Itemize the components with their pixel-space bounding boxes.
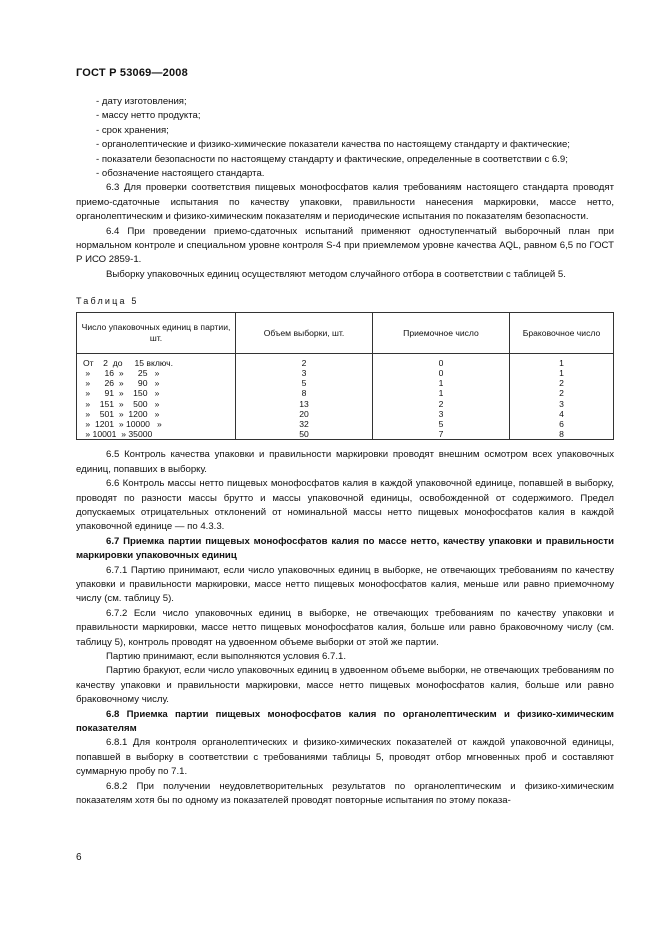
- heading-6-8: 6.8 Приемка партии пищевых монофосфатов калия по органолептическим и физико-химическим показателям: [76, 708, 614, 735]
- lot-size-cell: » 501 » 1200 »: [77, 409, 236, 419]
- table-row: [77, 419, 614, 429]
- acceptance-number-cell: 1: [373, 388, 510, 398]
- table-row: [77, 388, 614, 398]
- acceptance-number-cell: 1: [373, 378, 510, 388]
- document-header: ГОСТ Р 53069—2008: [76, 67, 188, 79]
- acceptance-number-cell: 2: [373, 399, 510, 409]
- acceptance-number-cell: 7: [373, 429, 510, 440]
- header-acceptance-number: Приемочное число: [373, 312, 510, 353]
- paragraph-6-7-2-reject: Партию бракуют, если число упаковочных единиц в удвоенном объеме выборки, не отвечающих требованиям по качеству упаковки и правильности маркировки, массе нетто пищевых монофосфатов калия, больше или равно браковочному числу.: [76, 665, 614, 706]
- acceptance-number-cell: 3: [373, 409, 510, 419]
- table-row: [77, 378, 614, 388]
- paragraph-6-4: 6.4 При проведении приемо-сдаточных испытаний применяют одноступенчатый выборочный план при нормальном контроле и специальном уровне контроля S-4 при приемлемом уровне качества AQL, равном 6,5 по ГОСТ Р ИСО 2859-1.: [76, 225, 614, 266]
- table-row: [77, 429, 614, 440]
- table-row: [77, 368, 614, 378]
- sample-size-cell: 8: [236, 388, 373, 398]
- table-caption: Таблица 5: [76, 296, 139, 307]
- paragraph-6-8-1: 6.8.1 Для контроля органолептических и физико-химических показателей от каждой упаковочной единицы, попавшей в выборку в соответствии с требованиями таблицы 5, проводят отбор мгновенных проб и составляют суммарную пробу по 7.1.: [76, 737, 614, 778]
- lot-size-cell: » 151 » 500 »: [77, 399, 236, 409]
- acceptance-number-cell: 5: [373, 419, 510, 429]
- header-sample-size: Объем выборки, шт.: [236, 312, 373, 353]
- acceptance-number-cell: 0: [373, 368, 510, 378]
- lot-size-cell: » 16 » 25 »: [77, 368, 236, 378]
- table-row: [77, 353, 614, 368]
- sample-size-cell: 3: [236, 368, 373, 378]
- paragraph-6-4-selection: Выборку упаковочных единиц осуществляют методом случайного отбора в соответствии с таблицей 5.: [106, 268, 566, 280]
- heading-6-7: 6.7 Приемка партии пищевых монофосфатов калия по массе нетто, качеству упаковки и правильности маркировки упаковочных единиц: [76, 535, 614, 562]
- list-item: - показатели безопасности по настоящему стандарту и фактические, определенные в соответствии с 6.9;: [96, 153, 568, 165]
- paragraph-6-3: 6.3 Для проверки соответствия пищевых монофосфатов калия требованиям настоящего стандарта проводят приемо-сдаточные испытания по качеству упаковки, правильности нанесения маркировки, массе нетто, органолептическим и физико-химическим показателям и периодические испытания по показателям безопасности.: [76, 182, 614, 223]
- rejection-number-cell: 1: [510, 353, 614, 368]
- rejection-number-cell: 2: [510, 378, 614, 388]
- table-row: [77, 399, 614, 409]
- page-body: [76, 95, 614, 808]
- paragraph-6-7-2: 6.7.2 Если число упаковочных единиц в выборке, не отвечающих требованиям по качеству упаковки и правильности маркировки, массе нетто пищевых монофосфатов калия, больше или равно браковочному числу (см. таблицу 5), контроль проводят на удвоенном объеме выборки от этой же партии.: [76, 607, 614, 648]
- rejection-number-cell: 2: [510, 388, 614, 398]
- paragraph-6-8-2: 6.8.2 При получении неудовлетворительных результатов по органолептическим и физико-химическим показателям хотя бы по одному из показателей проводят повторные испытания по этому показа-: [76, 780, 614, 807]
- header-lot-size: Число упаковочных единиц в партии, шт.: [77, 312, 236, 353]
- rejection-number-cell: 1: [510, 368, 614, 378]
- lot-size-cell: » 1201 » 10000 »: [77, 419, 236, 429]
- sample-size-cell: 32: [236, 419, 373, 429]
- paragraph-6-5: 6.5 Контроль качества упаковки и правильности маркировки проводят внешним осмотром всех упаковочных единиц, попавших в выборку.: [76, 449, 614, 475]
- paragraph-6-7-1: 6.7.1 Партию принимают, если число упаковочных единиц в выборке, не отвечающих требованиям по качеству упаковки и правильности маркировки, массе нетто пищевых монофосфатов калия, меньше или равно приемочному числу (см. таблицу 5).: [76, 564, 614, 605]
- table-row: [77, 409, 614, 419]
- sample-size-cell: 13: [236, 399, 373, 409]
- lot-size-cell: От 2 до 15 включ.: [77, 353, 236, 368]
- sample-size-cell: 5: [236, 378, 373, 388]
- paragraph-6-6: 6.6 Контроль массы нетто пищевых монофосфатов калия в каждой упаковочной единице, попавшей в выборку, проводят по разности массы брутто и массы упаковочной единицы, освобожденной от содержимого. Предел допускаемых отрицательных отклонений от номинальной массы нетто пищевых монофосфатов калия в каждой упаковочной единице — по 4.3.3.: [76, 478, 614, 533]
- lot-size-cell: » 26 » 90 »: [77, 378, 236, 388]
- sampling-table: [76, 312, 614, 441]
- lot-size-cell: » 10001 » 35000: [77, 429, 236, 440]
- paragraph-6-7-2-accept: Партию принимают, если выполняются условия 6.7.1.: [106, 651, 347, 662]
- table-header-row: [77, 312, 614, 353]
- list-item: - массу нетто продукта;: [96, 110, 201, 122]
- sample-size-cell: 50: [236, 429, 373, 440]
- table-body: [77, 353, 614, 440]
- rejection-number-cell: 4: [510, 409, 614, 419]
- list-item: - органолептические и физико-химические показатели качества по настоящему стандарту и фактические;: [96, 139, 570, 151]
- page-number: 6: [76, 852, 82, 863]
- rejection-number-cell: 8: [510, 429, 614, 440]
- lot-size-cell: » 91 » 150 »: [77, 388, 236, 398]
- list-item: - срок хранения;: [96, 124, 169, 136]
- acceptance-number-cell: 0: [373, 353, 510, 368]
- rejection-number-cell: 3: [510, 399, 614, 409]
- list-item: - дату изготовления;: [96, 96, 187, 107]
- list-item: - обозначение настоящего стандарта.: [96, 168, 265, 180]
- sample-size-cell: 20: [236, 409, 373, 419]
- rejection-number-cell: 6: [510, 419, 614, 429]
- sample-size-cell: 2: [236, 353, 373, 368]
- header-rejection-number: Браковочное число: [510, 312, 614, 353]
